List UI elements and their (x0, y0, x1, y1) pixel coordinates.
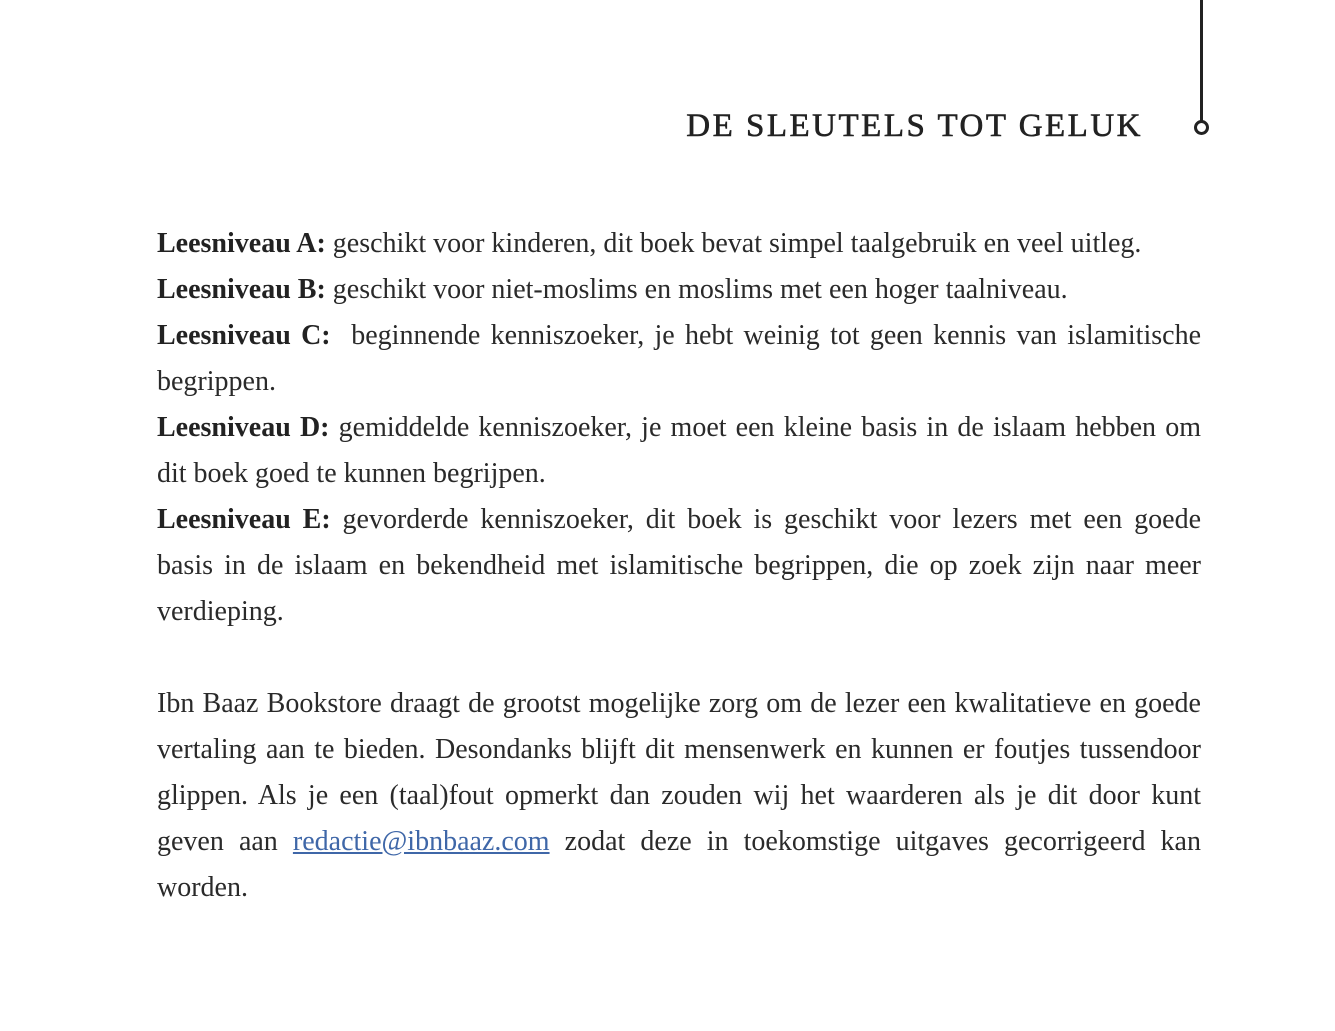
reading-level-label: Leesniveau C: (157, 320, 331, 351)
reading-level-text: beginnende kenniszoeker, je hebt weinig tot geen kennis van islamitische begrippen. (157, 320, 1208, 397)
reading-level-text: geschikt voor kinderen, dit boek bevat simpel taalgebruik en veel uitleg. (325, 228, 1142, 259)
page-title: DE SLEUTELS TOT GELUK (686, 108, 1143, 144)
paragraph-spacer (157, 635, 1201, 681)
reading-level-text: gevorderde kenniszoeker, dit boek is geschikt voor lezers met een goede basis in de islaam en bekendheid met islamitische begrippen, die op zoek zijn naar meer verdieping. (157, 504, 1201, 627)
reading-level-e (157, 497, 1201, 635)
reading-level-label: Leesniveau B: (157, 274, 326, 305)
reading-level-text: geschikt voor niet-moslims en moslims met een hoger taalniveau. (325, 274, 1068, 305)
reading-level-label: Leesniveau E: (157, 504, 331, 535)
reading-level-text: gemiddelde kenniszoeker, je moet een kleine basis in de islaam hebben om dit boek goed te kunnen begrijpen. (157, 412, 1201, 489)
reading-level-label: Leesniveau A: (157, 228, 326, 259)
translation-notice (157, 681, 1201, 911)
reading-level-label: Leesniveau D: (157, 412, 330, 443)
reading-level-a (157, 221, 1201, 267)
reading-level-c (157, 313, 1208, 405)
reading-level-d (157, 405, 1201, 497)
notice-text-before: Ibn Baaz Bookstore draagt de grootst mogelijke zorg om de lezer een kwalitatieve en goede vertaling aan te bieden. Desondanks blijft dit mensenwerk en kunnen er foutjes tussendoor glippen. Als je een (taal)fout opmerkt dan zouden wij het waarderen als je dit door kunt geven aan (157, 688, 1201, 857)
ornament-ring-icon (1194, 120, 1209, 135)
notice-text-after: zodat deze in toekomstige uitgaves gecorrigeerd kan worden. (157, 826, 1201, 903)
email-link[interactable]: redactie@ibnbaaz.com (292, 826, 550, 857)
reading-level-b (157, 267, 1201, 313)
ornament-vertical-line (1200, 0, 1203, 122)
document-body (157, 221, 1208, 911)
